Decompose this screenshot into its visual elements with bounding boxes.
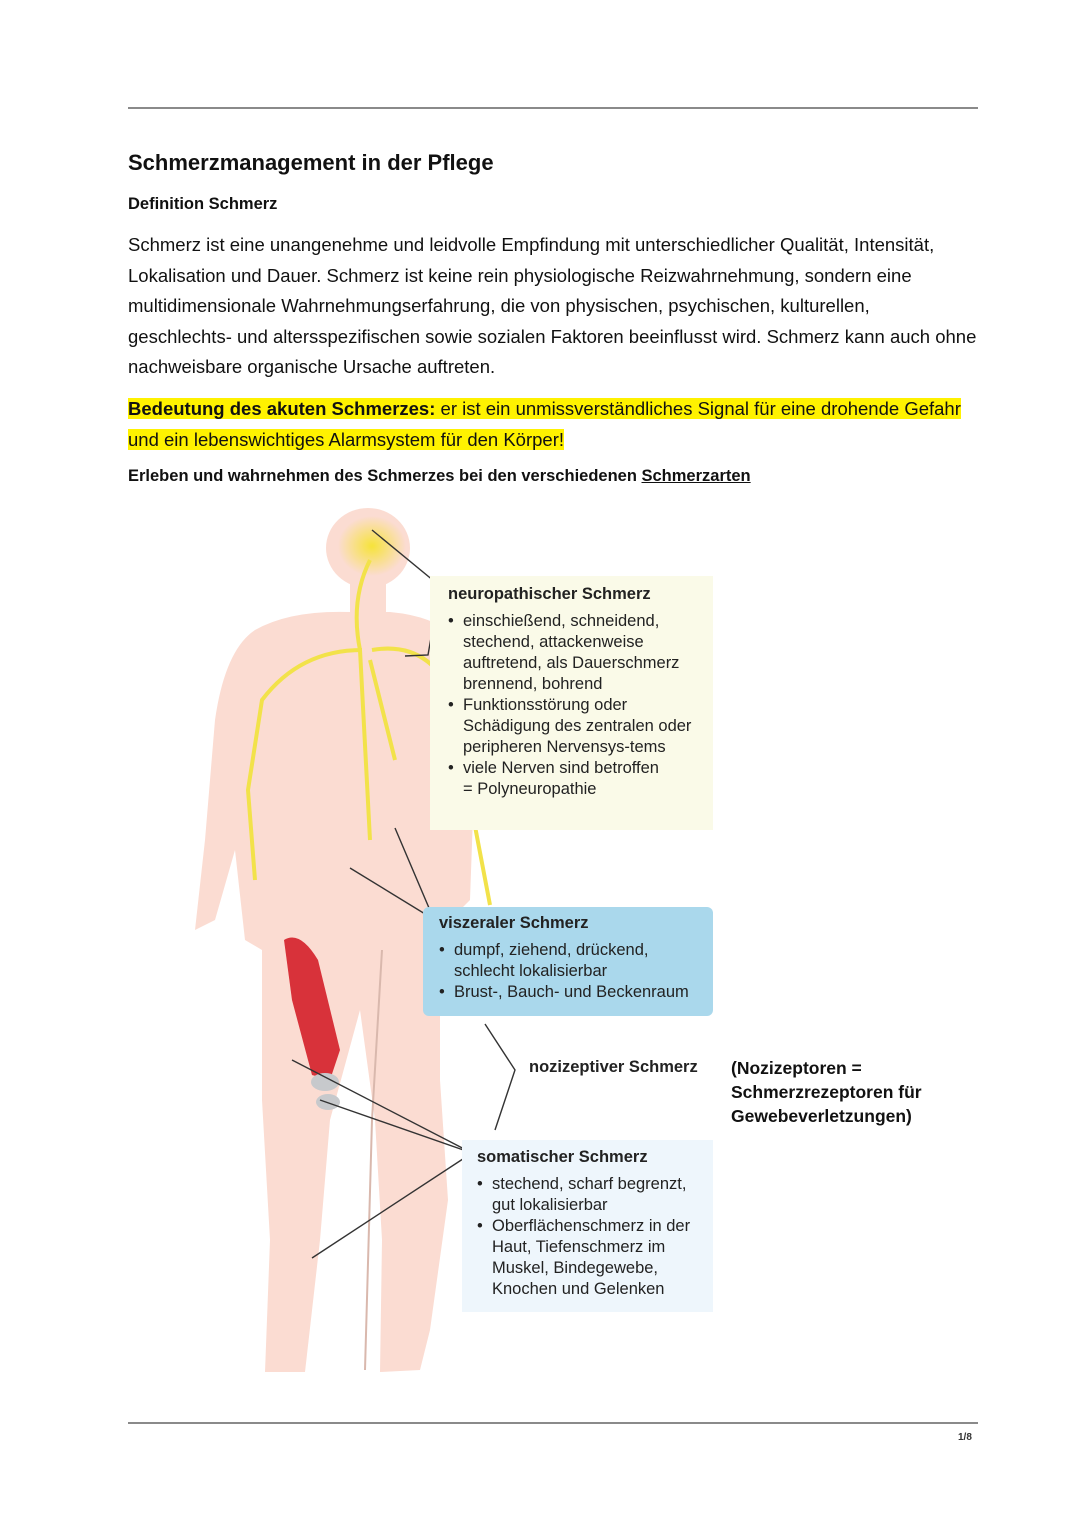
list-item: • stechend, scharf begrenzt, gut lokalisierbar <box>492 1174 713 1216</box>
definition-paragraph: Schmerz ist eine unangenehme und leidvolle Empfindung mit unterschiedlicher Qualität, Intensität, Lokalisation und Dauer. Schmerz ist keine rein physiologische Reizwahrnehmung, sondern eine multidimensionale Wahrnehmungserfahrung, die von physischen, psychischen, kulturellen, geschlechts- und altersspezifischen sowie sozialen Faktoren beeinflusst wird. Schmerz kann auch ohne nachweisbare organische Ursache auftreten. <box>128 234 977 377</box>
list-item: • viele Nerven sind betroffen <box>463 758 713 779</box>
neuropathic-pain-box <box>430 576 713 830</box>
nociceptive-pain-label: nozizeptiver Schmerz <box>529 1058 698 1076</box>
definition-heading: Definition Schmerz <box>128 195 278 213</box>
footer-rule <box>128 1422 978 1424</box>
neuropathic-pain-note: = Polyneuropathie <box>463 780 597 798</box>
pain-types-heading-text: Erleben und wahrnehmen des Schmerzes bei den verschiedenen <box>128 467 642 485</box>
somatic-pain-list <box>477 1174 713 1300</box>
highlight-text: er ist ein unmissverständliches Signal für eine drohende Gefahr und ein lebenswichtiges Alarmsystem für den Körper! <box>128 398 961 450</box>
page-number: 1/8 <box>958 1432 972 1443</box>
visceral-pain-list <box>439 940 713 1003</box>
list-item: • Brust-, Bauch- und Beckenraum <box>454 982 713 1003</box>
neuropathic-pain-list <box>448 611 713 779</box>
nociceptive-pain-note: (Nozizeptoren = Schmerzrezeptoren für Gewebeverletzungen) <box>731 1058 922 1126</box>
somatic-pain-title: somatischer Schmerz <box>477 1148 648 1166</box>
page-title: Schmerzmanagement in der Pflege <box>128 150 494 175</box>
list-item: • dumpf, ziehend, drückend, schlecht lokalisierbar <box>454 940 713 982</box>
visceral-pain-title: viszeraler Schmerz <box>439 914 589 932</box>
neuropathic-pain-title: neuropathischer Schmerz <box>448 585 651 603</box>
list-item: • Oberflächenschmerz in der Haut, Tiefenschmerz im Muskel, Bindegewebe, Knochen und Gelenken <box>492 1216 713 1300</box>
list-item: • Funktionsstörung oder Schädigung des zentralen oder peripheren Nervensys-tems <box>463 695 713 758</box>
visceral-pain-box <box>423 907 713 1016</box>
somatic-pain-box <box>462 1140 713 1312</box>
list-item: • einschießend, schneidend, stechend, attackenweise auftretend, als Dauerschmerz brennend, bohrend <box>463 611 713 695</box>
pain-types-link[interactable]: Schmerzarten <box>641 467 751 485</box>
head-pain-glow <box>338 516 406 576</box>
highlight-label: Bedeutung des akuten Schmerzes: <box>128 398 436 419</box>
